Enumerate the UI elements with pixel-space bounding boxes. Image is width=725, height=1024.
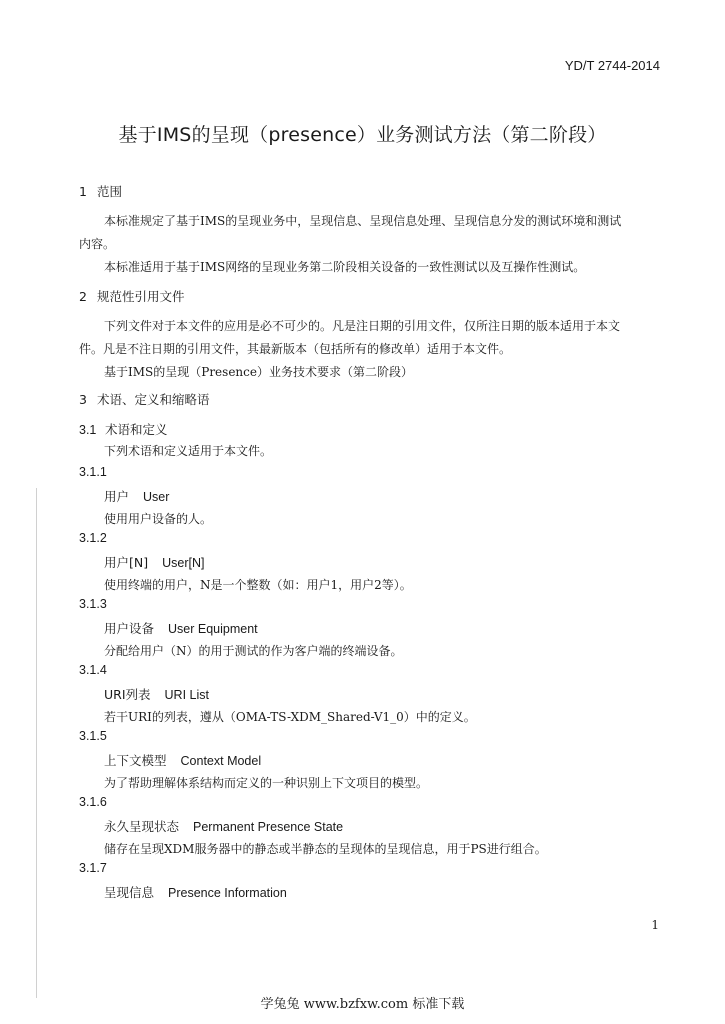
term-definition: 分配给用户（N）的用于测试的作为客户端的终端设备。 — [104, 644, 403, 658]
section-2-para-1-line-1: 下列文件对于本文件的应用是必不可少的。凡是注日期的引用文件，仅所注日期的版本适用于本文 — [104, 319, 621, 333]
term-definition: 使用终端的用户，N是一个整数（如：用户1，用户2等）。 — [104, 578, 412, 592]
term-heading — [104, 817, 343, 835]
section-1-para-2: 本标准适用于基于IMS网络的呈现业务第二阶段相关设备的一致性测试以及互操作性测试。 — [104, 260, 586, 274]
document-title: 基于IMS的呈现（presence）业务测试方法（第二阶段） — [118, 124, 607, 146]
section-3-title: 术语、定义和缩略语 — [97, 392, 210, 407]
section-3-heading — [79, 390, 210, 408]
term-number: 3.1.7 — [79, 861, 107, 875]
section-2-reference-1: 基于IMS的呈现（Presence）业务技术要求（第二阶段） — [104, 365, 413, 379]
term-number: 3.1.5 — [79, 729, 107, 743]
term-definition: 为了帮助理解体系结构而定义的一种识别上下文项目的模型。 — [104, 776, 429, 790]
section-3-number: 3 — [79, 392, 87, 407]
section-3-1-heading — [79, 420, 168, 438]
section-1-para-1-line-2: 内容。 — [79, 237, 116, 251]
section-1-title: 范围 — [97, 184, 123, 199]
term-definition: 储存在呈现XDM服务器中的静态或半静态的呈现体的呈现信息，用于PS进行组合。 — [104, 842, 547, 856]
term-cn: 用户 — [104, 489, 130, 504]
term-cn: 永久呈现状态 — [104, 819, 180, 834]
term-en: User — [143, 490, 170, 504]
term-heading — [104, 553, 204, 571]
section-2-title: 规范性引用文件 — [97, 289, 185, 304]
term-number: 3.1.4 — [79, 663, 107, 677]
section-2-para-1-line-2: 件。凡是不注日期的引用文件，其最新版本（包括所有的修改单）适用于本文件。 — [79, 342, 512, 356]
term-cn: 用户设备 — [104, 621, 155, 636]
term-en: User Equipment — [168, 622, 258, 636]
section-1-number: 1 — [79, 184, 87, 199]
term-heading — [104, 619, 258, 637]
section-3-1-title: 术语和定义 — [105, 422, 168, 437]
term-cn: 上下文模型 — [104, 753, 167, 768]
section-3-1-number: 3.1 — [79, 423, 97, 437]
standard-code: YD/T 2744-2014 — [564, 58, 660, 73]
scan-edge-line — [36, 488, 37, 998]
page-number: 1 — [651, 918, 659, 932]
term-definition: 使用用户设备的人。 — [104, 512, 213, 526]
term-en: Context Model — [180, 754, 262, 768]
section-2-heading — [79, 287, 185, 305]
term-number: 3.1.6 — [79, 795, 107, 809]
section-2-number: 2 — [79, 289, 87, 304]
footer-watermark: 学兔兔 www.bzfxw.com 标准下载 — [260, 997, 465, 1012]
term-number: 3.1.1 — [79, 465, 107, 479]
term-number: 3.1.2 — [79, 531, 107, 545]
term-en: Permanent Presence State — [193, 820, 344, 834]
term-heading — [104, 883, 287, 901]
term-cn: URI列表 — [104, 687, 151, 702]
term-en: URI List — [164, 688, 209, 702]
term-heading — [104, 487, 169, 505]
term-en: User[N] — [162, 556, 205, 570]
term-cn: 用户[N] — [104, 555, 149, 570]
section-3-1-intro: 下列术语和定义适用于本文件。 — [104, 444, 273, 458]
term-definition: 若干URI的列表，遵从（OMA-TS-XDM_Shared-V1_0）中的定义。 — [104, 710, 476, 724]
term-number: 3.1.3 — [79, 597, 107, 611]
term-en: Presence Information — [168, 886, 287, 900]
term-heading — [104, 685, 209, 703]
section-1-heading — [79, 182, 122, 200]
section-1-para-1-line-1: 本标准规定了基于IMS的呈现业务中，呈现信息、呈现信息处理、呈现信息分发的测试环境和测试 — [104, 214, 622, 228]
term-cn: 呈现信息 — [104, 885, 155, 900]
term-heading — [104, 751, 261, 769]
